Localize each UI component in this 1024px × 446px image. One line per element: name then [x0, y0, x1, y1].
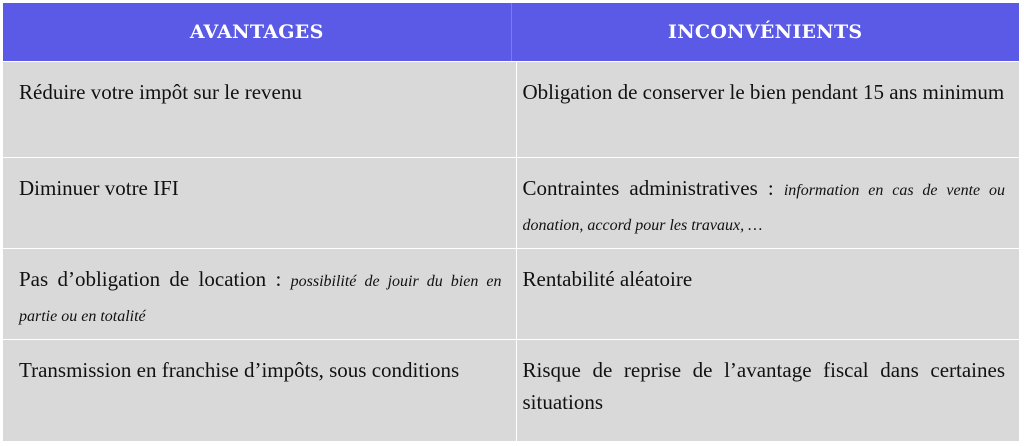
cell-advantage: [3, 340, 516, 445]
advantage-text: Pas d’obligation de location :: [19, 267, 291, 291]
cell-advantage: [3, 249, 516, 339]
cell-drawback: [517, 249, 1020, 339]
advantage-text: Diminuer votre IFI: [19, 176, 179, 200]
pros-cons-table: [3, 3, 1019, 441]
cell-drawback: [517, 158, 1020, 248]
drawback-text: Obligation de conserver le bien pendant 15 ans minimum: [522, 80, 1005, 104]
cell-drawback: [517, 62, 1020, 157]
drawback-note: information en cas de vente ou donation, accord pour les travaux, …: [522, 182, 1005, 234]
drawback-text: Risque de reprise de l’avantage fiscal dans certaines situations: [522, 358, 1005, 414]
advantage-text: Transmission en franchise d’impôts, sous conditions: [19, 358, 460, 382]
advantage-note: possibilité de jouir du bien en partie ou en totalité: [19, 273, 502, 325]
cell-advantage: [3, 62, 516, 157]
advantage-text: Réduire votre impôt sur le revenu: [19, 80, 302, 104]
header-inconvenients: INCONVÉNIENTS: [668, 21, 863, 43]
drawback-text: Rentabilité aléatoire: [522, 267, 693, 291]
header-avantages: AVANTAGES: [189, 21, 324, 43]
table-row: [3, 61, 1019, 157]
table-row: [3, 339, 1019, 445]
cell-advantage: [3, 158, 516, 248]
cell-drawback: [517, 340, 1020, 445]
table-row: [3, 248, 1019, 339]
table-header-row: [3, 3, 1019, 61]
table-row: [3, 157, 1019, 248]
drawback-text: Contraintes administratives :: [522, 176, 784, 200]
